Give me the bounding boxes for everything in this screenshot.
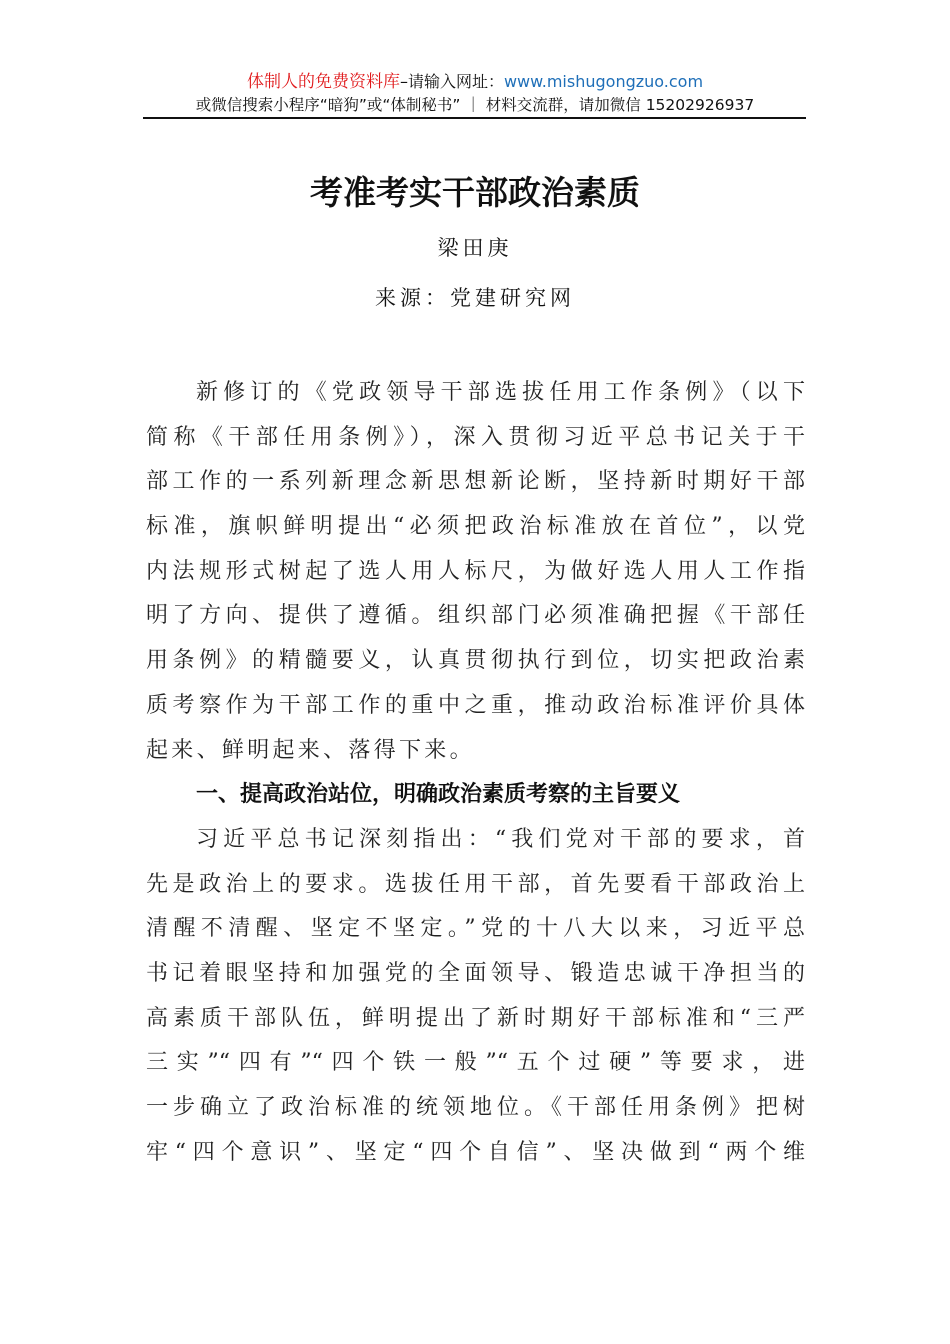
paragraph-line: 用条例》的精髓要义，认真贯彻执行到位，切实把政治素 [146,648,805,674]
paragraph-line: 内法规形式树起了选人用人标尺，为做好选人用人工作指 [146,558,805,584]
header-contact: 或微信搜索小程序“暗狗”或“体制秘书” ｜ 材料交流群，请加微信 15202926937 [195,96,755,114]
paragraph-line: 起来、鲜明起来、落得下来。 [146,737,475,763]
url-prompt: –请输入网址： [399,72,504,91]
header-divider [143,117,806,119]
paragraph-line: 清醒不清醒、坚定不坚定。”党的十八大以来，习近平总 [146,916,805,942]
paragraph-line: 习近平总书记深刻指出：“我们党对干部的要求，首 [196,826,805,852]
brand-name: 体制人的免费资料库 [246,72,400,92]
header-banner [0,71,950,93]
paragraph-line: 部工作的一系列新理念新思想新论断，坚持新时期好干部 [146,469,805,495]
paragraph-line: 三实”“四有”“四个铁一般”“五个过硬”等要求，进 [146,1050,805,1076]
section-heading: 一、提高政治站位，明确政治素质考察的主旨要义 [196,782,681,808]
paragraph-line: 先是政治上的要求。选拔任用干部，首先要看干部政治上 [146,871,805,897]
document-body [146,371,805,1175]
paragraph-line: 高素质干部队伍，鲜明提出了新时期好干部标准和“三严 [146,1005,805,1031]
paragraph-line: 书记着眼坚持和加强党的全面领导、锻造忠诚干净担当的 [146,960,805,986]
paragraph-line: 简称《干部任用条例》），深入贯彻习近平总书记关于干 [146,424,805,450]
website-link[interactable]: www.mishugongzuo.com [503,72,704,91]
paragraph-line: 牢“四个意识”、坚定“四个自信”、坚决做到“两个维 [146,1139,805,1165]
paragraph-line: 新修订的《党政领导干部选拔任用工作条例》（以下 [196,380,805,405]
paragraph-line: 质考察作为干部工作的重中之重，推动政治标准评价具体 [146,692,805,718]
paragraph-line: 明了方向、提供了遵循。组织部门必须准确把握《干部任 [146,603,805,629]
author: 梁田庚 [437,236,513,260]
paragraph-line: 一步确立了政治标准的统领地位。《干部任用条例》把树 [146,1095,805,1120]
paragraph-line: 标准，旗帜鲜明提出“必须把政治标准放在首位”，以党 [146,514,805,540]
document-title: 考准考实干部政治素质 [310,173,640,212]
source: 来源：党建研究网 [375,286,575,310]
